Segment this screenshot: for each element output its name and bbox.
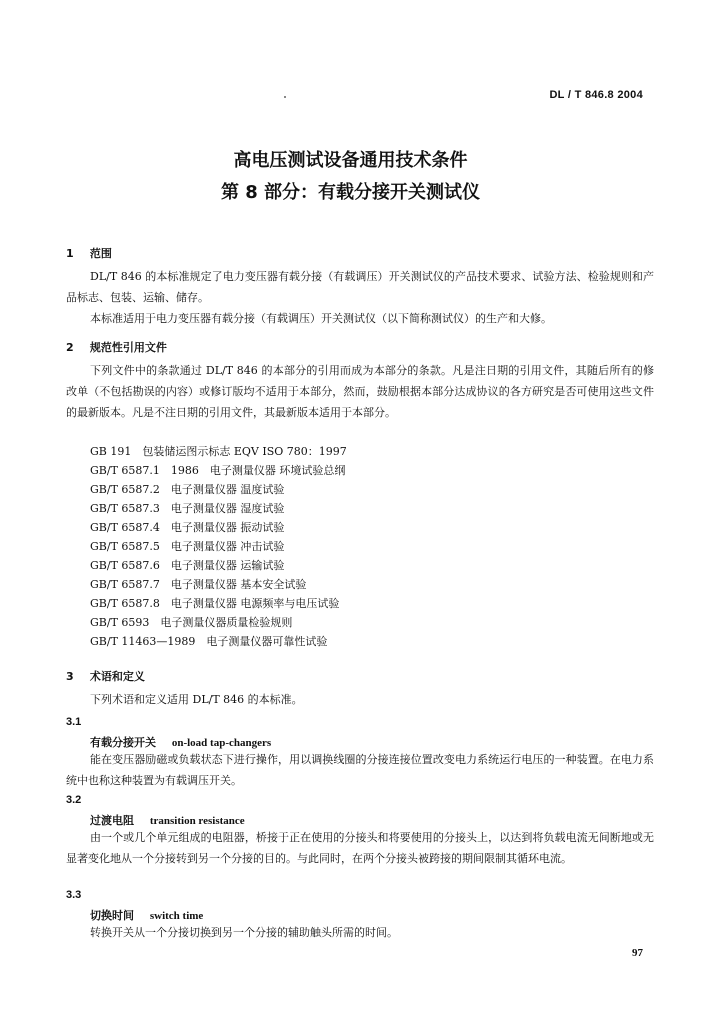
reference-item: GB/T 11463—1989 电子测量仪器可靠性试验 (90, 635, 328, 648)
term-3-1 (90, 734, 271, 750)
clause-3-2-number: 3.2 (66, 794, 82, 806)
term-chinese: 过渡电阻 (90, 814, 134, 827)
section-title: 规范性引用文件 (89, 341, 167, 354)
reference-item: GB 191 包装储运图示标志 EQV ISO 780：1997 (90, 445, 347, 458)
reference-item: GB/T 6587.8 电子测量仪器 电源频率与电压试验 (90, 597, 340, 610)
section-1-heading (66, 245, 112, 261)
section-3-heading (66, 668, 145, 684)
reference-list (90, 442, 347, 651)
section-3-paragraph: 下列术语和定义适用 DL/T 846 的本标准。 (90, 693, 303, 706)
term-3-3-definition: 转换开关从一个分接切换到另一个分接的辅助触头所需的时间。 (90, 926, 398, 939)
reference-item: GB/T 6593 电子测量仪器质量检验规则 (90, 616, 293, 629)
reference-item: GB/T 6587.4 电子测量仪器 振动试验 (90, 521, 285, 534)
section-2-paragraph: 下列文件中的条款通过 DL/T 846 的本部分的引用而成为本部分的条款。凡是注日期的引用文件，其随后所有的修改单（不包括勘误的内容）或修订版均不适用于本部分，然而，鼓励根据本部分达成协议的各方研究是否可使用这些文件的最新版本。凡是不注日期的引用文件，其最新版本适用于本部分。 (66, 364, 654, 419)
term-3-1-definition: 能在变压器励磁或负载状态下进行操作，用以调换线圈的分接连接位置改变电力系统运行电压的一种装置。在电力系统中也称这种装置为有载调压开关。 (66, 753, 654, 787)
standard-code: DL / T 846.8 2004 (549, 89, 643, 101)
term-english: transition resistance (149, 815, 245, 827)
page-number: 97 (632, 947, 643, 959)
term-chinese: 有载分接开关 (90, 736, 156, 749)
reference-item: GB/T 6587.7 电子测量仪器 基本安全试验 (90, 578, 307, 591)
document-title: 高电压测试设备通用技术条件 (233, 150, 468, 171)
reference-item: GB/T 6587.2 电子测量仪器 温度试验 (90, 483, 285, 496)
section-title: 范围 (89, 247, 112, 260)
term-3-3 (90, 907, 203, 923)
section-title: 术语和定义 (89, 670, 145, 683)
term-english: switch time (149, 910, 204, 922)
reference-item: GB/T 6587.5 电子测量仪器 冲击试验 (90, 540, 285, 553)
term-chinese: 切换时间 (90, 909, 134, 922)
section-number: 2 (66, 341, 74, 354)
section-1-paragraph-2: 本标准适用于电力变压器有载分接（有载调压）开关测试仪（以下简称测试仪）的生产和大修。 (90, 312, 552, 325)
term-english: on-load tap-changers (171, 737, 272, 749)
clause-3-1-number: 3.1 (66, 716, 82, 728)
reference-item: GB/T 6587.6 电子测量仪器 运输试验 (90, 559, 285, 572)
reference-item: GB/T 6587.3 电子测量仪器 湿度试验 (90, 502, 285, 515)
section-1-paragraph-1: DL/T 846 的本标准规定了电力变压器有载分接（有载调压）开关测试仪的产品技术要求、试验方法、检验规则和产品标志、包装、运输、储存。 (66, 270, 654, 304)
section-number: 1 (66, 247, 74, 260)
scan-speck (284, 96, 286, 98)
document-subtitle: 第 8 部分：有载分接开关测试仪 (220, 182, 481, 203)
section-number: 3 (66, 670, 74, 683)
clause-3-3-number: 3.3 (66, 889, 82, 901)
term-3-2 (90, 812, 245, 828)
term-3-2-definition: 由一个或几个单元组成的电阻器，桥接于正在使用的分接头和将要使用的分接头上，以达到将负载电流无间断地或无显著变化地从一个分接转到另一个分接的目的。与此同时，在两个分接头被跨接的期间限制其循环电流。 (66, 831, 654, 865)
section-2-heading (66, 339, 167, 355)
reference-item: GB/T 6587.1 1986 电子测量仪器 环境试验总纲 (90, 464, 346, 477)
